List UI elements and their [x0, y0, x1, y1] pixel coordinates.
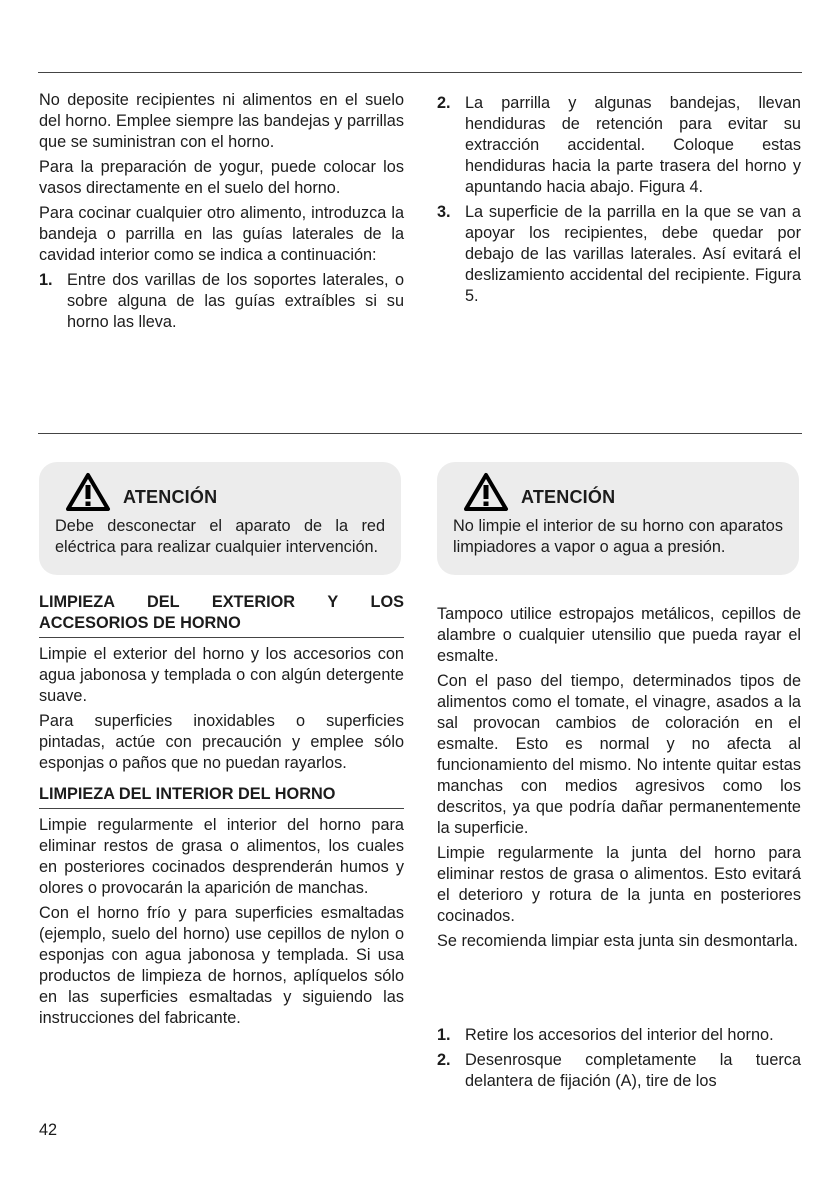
numbered-list — [437, 1025, 801, 1092]
paragraph: Para la preparación de yogur, puede colocar los vasos directamente en el suelo del horno. — [39, 158, 404, 197]
page-number: 42 — [39, 1121, 58, 1139]
top-rule — [38, 72, 802, 73]
warning-box-right — [437, 462, 799, 575]
list-number: 2. — [437, 94, 451, 112]
warning-header — [453, 472, 783, 512]
warning-title: ATENCIÓN — [521, 486, 616, 507]
paragraph: No deposite recipientes ni alimentos en el suelo del horno. Emplee siempre las bandejas y parrillas que se suministran con el horno. — [39, 91, 404, 151]
list-number: 3. — [437, 203, 451, 221]
warning-title: ATENCIÓN — [123, 486, 218, 507]
paragraph: Para superficies inoxidables o superficies pintadas, actúe con precaución y emplee sólo esponjas o paños que no puedan rayarlos. — [39, 712, 404, 772]
warning-text: Debe desconectar el aparato de la red eléctrica para realizar cualquier intervención. — [55, 517, 385, 556]
list-item — [437, 202, 801, 307]
warning-triangle-icon — [65, 472, 111, 512]
list-item — [437, 1050, 801, 1092]
list-text: Desenrosque completamente la tuerca delantera de fijación (A), tire de los — [465, 1051, 801, 1090]
list-text: La parrilla y algunas bandejas, llevan hendiduras de retención para evitar su extracción accidental. Coloque estas hendiduras hacia la parte trasera del horno y apuntando hacia abajo. Figura 4. — [465, 94, 801, 196]
list-number: 1. — [437, 1026, 451, 1044]
section-heading-interior: LIMPIEZA DEL INTERIOR DEL HORNO — [39, 784, 404, 809]
numbered-list — [39, 270, 404, 333]
paragraph: Tampoco utilice estropajos metálicos, cepillos de alambre o cualquier utensilio que pueda rayar el esmalte. — [437, 605, 801, 665]
warning-triangle-icon — [463, 472, 509, 512]
list-text: Retire los accesorios del interior del horno. — [465, 1026, 774, 1044]
bottom-right-list — [437, 1025, 801, 1096]
warning-header — [55, 472, 385, 512]
list-item — [39, 270, 404, 333]
list-number: 2. — [437, 1051, 451, 1069]
warning-text: No limpie el interior de su horno con aparatos limpiadores a vapor o agua a presión. — [453, 517, 783, 556]
middle-rule — [38, 433, 802, 434]
numbered-list — [437, 93, 801, 307]
paragraph: Con el horno frío y para superficies esmaltadas (ejemplo, suelo del horno) use cepillos de nylon o esponjas con agua jabonosa y templada. Si usa productos de limpieza de hornos, aplíquelos sólo en las superficies esmaltadas y siguiendo las instrucciones del fabricante. — [39, 904, 404, 1027]
bottom-left-column — [39, 592, 404, 1033]
top-left-column — [39, 90, 404, 337]
paragraph: Se recomienda limpiar esta junta sin desmontarla. — [437, 932, 799, 950]
list-item — [437, 1025, 801, 1046]
paragraph: Con el paso del tiempo, determinados tipos de alimentos como el tomate, el vinagre, asados a la sal provocan cambios de coloración en el esmalte. Esto es normal y no afecta al funcionamiento del mismo. No intente quitar estas manchas con medios agresivos como los descritos, ya que podría dañar permanentemente la superficie. — [437, 672, 801, 837]
list-text: Entre dos varillas de los soportes laterales, o sobre alguna de las guías extraíbles si su horno las lleva. — [67, 271, 404, 331]
bottom-right-column — [437, 604, 801, 956]
paragraph: Limpie regularmente el interior del horno para eliminar restos de grasa o alimentos, los cuales en posteriores cocinados desprenderán humos y olores o provocarán la aparición de manchas. — [39, 816, 404, 897]
top-right-column — [437, 93, 801, 311]
warning-box-left — [39, 462, 401, 575]
list-item — [437, 93, 801, 198]
list-number: 1. — [39, 271, 53, 289]
paragraph: Limpie regularmente la junta del horno para eliminar restos de grasa o alimentos. Esto evitará el deterioro y rotura de la junta en posteriores cocinados. — [437, 844, 801, 925]
list-text: La superficie de la parrilla en la que se van a apoyar los recipientes, debe quedar por debajo de las varillas laterales. Así evitará el deslizamiento accidental del recipiente. Figura 5. — [465, 203, 801, 305]
section-heading-exterior: LIMPIEZA DEL EXTERIOR Y LOS ACCESORIOS DE HORNO — [39, 592, 404, 638]
paragraph: Para cocinar cualquier otro alimento, introduzca la bandeja o parrilla en las guías laterales de la cavidad interior como se indica a continuación: — [39, 204, 404, 264]
paragraph: Limpie el exterior del horno y los accesorios con agua jabonosa y templada o con algún detergente suave. — [39, 645, 404, 705]
